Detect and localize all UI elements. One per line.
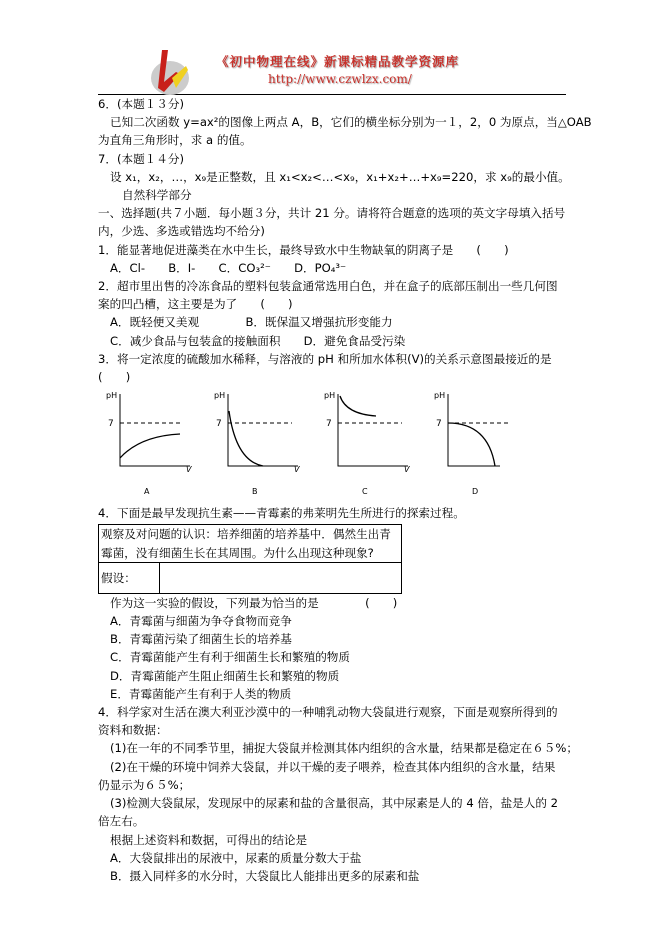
p4-option-a: A．青霉菌与细菌为争夺食物而竞争	[110, 614, 292, 629]
svg-text:D: D	[472, 487, 479, 497]
q6-text: 已知二次函数 y=ax²的图像上两点 A，B，它们的横坐标分别为一１，2，0 为原点，当△OAB	[110, 115, 592, 130]
p5-question-2: 资料和数据：	[98, 723, 168, 738]
p3-question-2: ( )	[98, 370, 131, 385]
p4-option-e: E．青霉菌能产生有利于人类的物质	[110, 686, 292, 701]
section-instructions: 一、选择题(共７小题．每小题３分，共计 21 分。请将符合题意的选项的英文字母填入括号	[98, 206, 566, 221]
p2-options-ab: A．既轻便又美观 B．既保温又增强抗形变能力	[110, 315, 393, 330]
graph-b	[208, 386, 308, 502]
graph-d	[428, 386, 528, 502]
p2-question: 2．超市里出售的冷冻食品的塑料包装盒通常选用白色，并在盒子的底部压制出一些几何图	[98, 279, 558, 294]
svg-text:B: B	[252, 487, 258, 497]
p5-data-3b: 倍左右。	[98, 814, 145, 829]
p2-question-2: 案的凹凸槽，这主要是为了 ( )	[98, 297, 293, 312]
p5-data-2: (2)在干燥的环境中饲养大袋鼠，并以干燥的麦子喂养，检查其体内组织的含水量，结果	[110, 759, 556, 774]
svg-text:7: 7	[326, 419, 332, 430]
p5-question: 4．科学家对生活在澳大利亚沙漠中的一种哺乳动物大袋鼠进行观察，下面是观察所得到的	[98, 705, 558, 720]
section-title: 自然科学部分	[122, 188, 192, 203]
q6-text-2: 为直角三角形时，求 a 的值。	[98, 133, 252, 148]
svg-text:7: 7	[436, 419, 442, 430]
p4-option-c: C．青霉菌能产生有利于细菌生长和繁殖的物质	[110, 650, 350, 665]
p5-option-b: B．摄入同样多的水分时，大袋鼠比人能排出更多的尿素和盐	[110, 868, 420, 883]
inquiry-table	[98, 524, 402, 593]
hypothesis-cell	[159, 563, 401, 593]
header-url: http://www.czwlzx.com/	[268, 72, 412, 86]
svg-text:pH: pH	[214, 391, 226, 401]
graph-ylabel: pH	[106, 391, 118, 401]
page-header	[98, 40, 566, 95]
graph-c	[318, 386, 418, 502]
p5-data-2b: 仍显示为６５%；	[98, 777, 191, 792]
graph-label: A	[144, 487, 150, 497]
p4-option-d: D．青霉菌能产生阻止细菌生长和繁殖的物质	[110, 668, 340, 683]
q7-text: 设 x₁，x₂，…，x₉是正整数，且 x₁<x₂<…<x₉，x₁+x₂+…+x₉=220，求 x₉的最小值。	[110, 169, 570, 184]
svg-text:pH: pH	[434, 391, 446, 401]
svg-text:V: V	[294, 465, 300, 475]
p5-data-1: (1)在一年的不同季节里，捕捉大袋鼠并检测其体内组织的含水量，结果都是稳定在６５%；	[110, 741, 579, 756]
ph-graphs	[98, 386, 568, 504]
svg-text:7: 7	[216, 419, 222, 430]
p5-data-3: (3)检测大袋鼠尿，发现尿中的尿素和盐的含量很高，其中尿素是人的 4 倍，盐是人的 2	[110, 796, 559, 811]
p4-question: 4．下面是最早发现抗生素——青霉素的弗莱明先生所进行的探索过程。	[98, 506, 465, 521]
graph-xlabel: V	[186, 465, 192, 475]
p4-prompt: 作为这一实验的假设，下列最为恰当的是 ( )	[110, 595, 398, 610]
svg-text:pH: pH	[324, 391, 336, 401]
p1-options: A．Cl- B．I- C．CO₃²⁻ D．PO₄³⁻	[110, 260, 347, 275]
section-instructions-2: 内，少选、多选或错选均不给分)	[98, 224, 265, 239]
graph-ref: 7	[108, 419, 114, 430]
q6-heading: 6．(本题１３分)	[98, 97, 184, 111]
p3-question: 3．将一定浓度的硫酸加水稀释，与溶液的 pH 和所加水体积(V)的关系示意图最接近的是	[98, 351, 552, 366]
graph-a	[100, 386, 200, 502]
q7-heading: 7．(本题１４分)	[98, 151, 184, 166]
exam-content	[98, 95, 592, 885]
hypothesis-label: 假设：	[101, 570, 136, 585]
header-title: 《初中物理在线》新课标精品教学资源库	[216, 54, 460, 69]
observation-cell: 观察及对问题的认识：培养细菌的培养基中．偶然生出青霉菌，没有细菌生长在其周围。为什么出现这种现象?	[99, 525, 401, 562]
p4-option-b: B．青霉菌污染了细菌生长的培养基	[110, 632, 292, 647]
svg-text:C: C	[362, 487, 368, 497]
svg-text:V: V	[404, 465, 410, 475]
site-logo	[150, 48, 190, 96]
p1-question: 1．能显著地促进藻类在水中生长，最终导致水中生物缺氧的阴离子是 ( )	[98, 242, 509, 257]
p2-options-cd: C．减少食品与包装盒的接触面积 D．避免食品受污染	[110, 333, 406, 348]
p5-option-a: A．大袋鼠排出的尿液中，尿素的质量分数大于盐	[110, 850, 362, 865]
p5-prompt: 根据上述资料和数据，可得出的结论是	[110, 832, 308, 847]
